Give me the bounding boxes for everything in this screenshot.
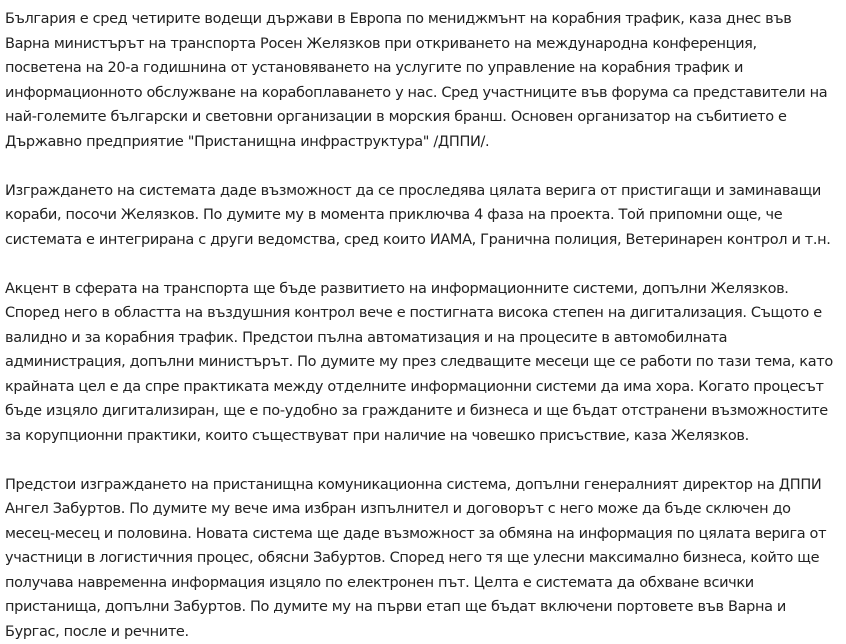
article-paragraph-3: Акцент в сферата на транспорта ще бъде развитието на информационните системи, допълни Желязков. Според него в областта на въздушния контрол вече е постигната висока степен на дигитализация. Същото е валидно и за корабния трафик. Предстои пълна автоматизация и на процесите в автомобилната администрация, допълни министърът. По думите му през следващите месеци ще се работи по тази тема, като крайната цел е да спре практиката между отделните информационни системи да има хора. Когато процесът бъде изцяло дигитализиран, ще е по-удобно за гражданите и бизнеса и ще бъдат отстранени възможностите за корупционни практики, които съществуват при наличие на човешко присъствие, каза Желязков. — [5, 277, 836, 449]
article-paragraph-1: България е сред четирите водещи държави в Европа по мениджмънт на корабния трафик, каза днес във Варна министърът на транспорта Росен Желязков при откриването на международна конференция, посветена на 20-а годишнина от установяването на услугите по управление на корабния трафик и информационното обслужване на корабоплаването у нас. Сред участниците във форума са представители на най-големите български и световни организации в морския бранш. Основен организатор на събитието е Държавно предприятие "Пристанищна инфраструктура" /ДППИ/. — [5, 7, 836, 154]
article-paragraph-2: Изграждането на системата даде възможност да се проследява цялата верига от пристигащи и заминаващи кораби, посочи Желязков. По думите му в момента приключва 4 фаза на проекта. Той припомни още, че системата е интегрирана с други ведомства, сред които ИАМА, Гранична полиция, Ветеринарен контрол и т.н. — [5, 179, 836, 253]
article-paragraph-4: Предстои изграждането на пристанищна комуникационна система, допълни генералният директор на ДППИ Ангел Забуртов. По думите му вече има избран изпълнител и договорът с него може да бъде сключен до месец-месец и половина. Новата система ще даде възможност за обмяна на информация по цялата верига от участници в логистичния процес, обясни Забуртов. Според него тя ще улесни максимално бизнеса, който ще получава навременна информация изцяло по електронен път. Целта е системата да обхване всички пристанища, допълни Забуртов. По думите му на първи етап ще бъдат включени портовете във Варна и Бургас, после и речните. — [5, 473, 836, 644]
